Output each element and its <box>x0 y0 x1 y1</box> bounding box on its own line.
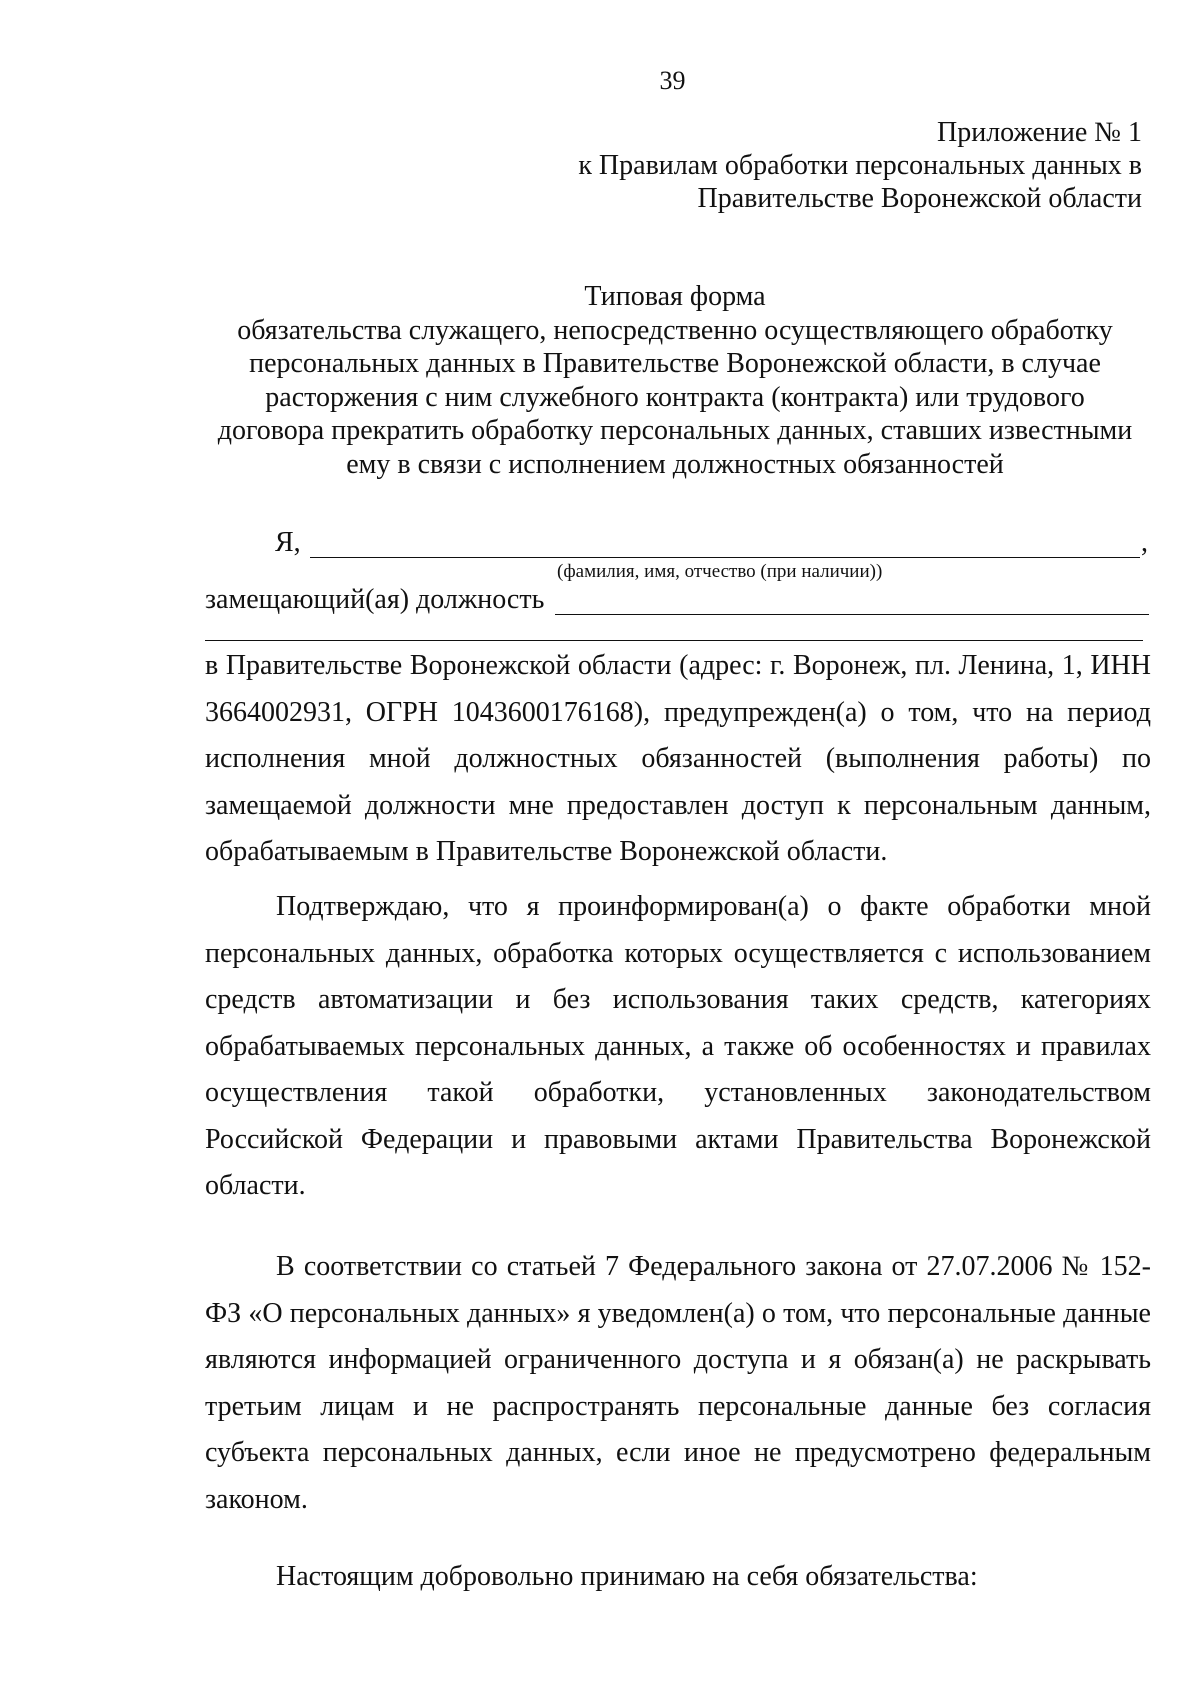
paragraph-4-text: Настоящим добровольно принимаю на себя обязательства: <box>276 1561 978 1592</box>
form-title-line-4: расторжения с ним служебного контракта (контракта) или трудового <box>265 381 1085 413</box>
form-title <box>195 280 1155 481</box>
name-suffix: , <box>1141 527 1148 558</box>
position-blank-line[interactable] <box>555 614 1149 615</box>
name-prefix: Я, <box>275 527 301 558</box>
attachment-line-3: Правительстве Воронежской области <box>697 183 1142 214</box>
form-title-line-5: договора прекратить обработку персональных данных, ставших известными <box>217 415 1133 446</box>
form-title-line-2: обязательства служащего, непосредственно осуществляющего обработку <box>237 314 1113 346</box>
paragraph-1-text: в Правительстве Воронежской области (адрес: г. Воронеж, пл. Ленина, 1, ИНН 3664002931, ОГРН 1043600176168), предупрежден(а) о том, что на период исполнения мной должностных обязанностей (выполнения работы) по замещаемой должности мне предоставлен доступ к персональным данным, обрабатываемым в Правительстве Воронежской области. <box>205 650 1151 867</box>
paragraph-1 <box>205 643 1151 876</box>
name-caption: (фамилия, имя, отчество (при наличии)) <box>557 561 883 582</box>
paragraph-3 <box>205 1244 1151 1523</box>
position-label: замещающий(ая) должность <box>205 584 545 615</box>
form-title-line-6: ему в связи с исполнением должностных обязанностей <box>346 448 1004 480</box>
attachment-header <box>578 116 1142 215</box>
form-title-line-1: Типовая форма <box>584 281 766 312</box>
paragraph-3-text: В соответствии со статьей 7 Федерального закона от 27.07.2006 № 152-ФЗ «О персональных данных» я уведомлен(а) о том, что персональные данные являются информацией ограниченного доступа и я обязан(а) не раскрывать третьим лицам и не распространять персональные данные без согласия субъекта персональных данных, если иное не предусмотрено федеральным законом. <box>205 1251 1151 1515</box>
position-blank-line-2[interactable] <box>205 640 1143 641</box>
form-title-line-3: персональных данных в Правительстве Воронежской области, в случае <box>249 348 1101 379</box>
paragraph-2 <box>205 884 1151 1210</box>
paragraph-2-text: Подтверждаю, что я проинформирован(а) о факте обработки мной персональных данных, обработка которых осуществляется с использованием средств автоматизации и без использования таких средств, категориях обрабатываемых персональных данных, а также об особенностях и правилах осуществления такой обработки, установленных законодательством Российской Федерации и правовыми актами Правительства Воронежской области. <box>205 891 1151 1201</box>
name-blank-line[interactable] <box>310 557 1140 558</box>
paragraph-4 <box>205 1554 1151 1601</box>
page-number: 39 <box>659 66 686 95</box>
attachment-line-1: Приложение № 1 <box>937 117 1142 148</box>
attachment-line-2: к Правилам обработки персональных данных в <box>578 150 1142 181</box>
